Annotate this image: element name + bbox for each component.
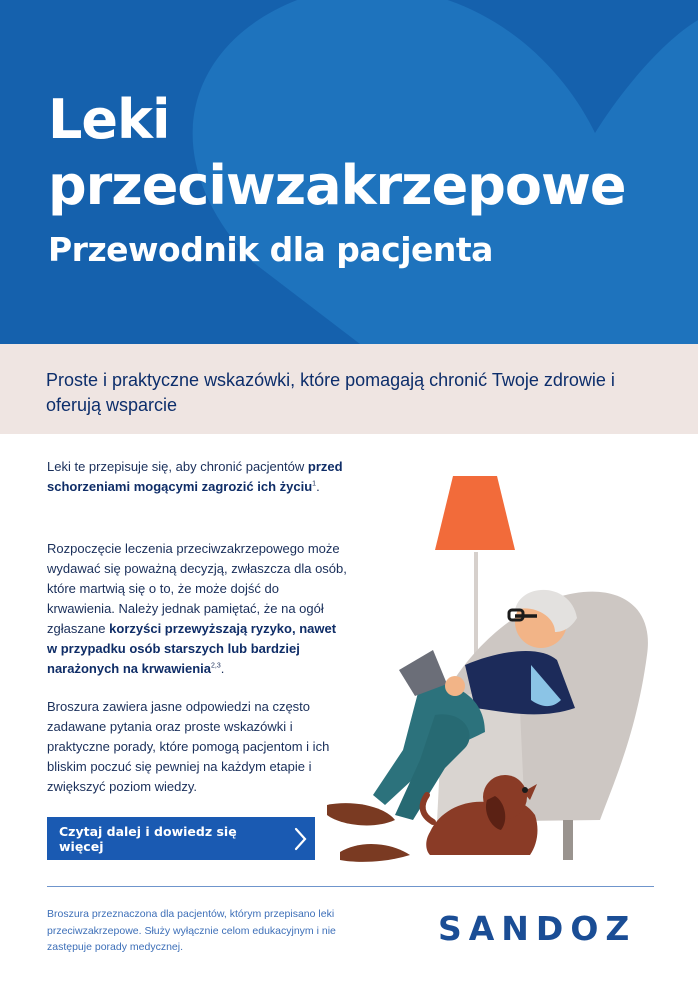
page-subtitle: Przewodnik dla pacjenta [48, 230, 493, 269]
footnote-ref-1: 1 [312, 480, 317, 488]
intro-paragraph [47, 457, 347, 497]
elderly-man-reading-illustration [325, 470, 655, 865]
page-title-line-2: przeciwzakrzepowe [48, 154, 626, 217]
benefit-text: Rozpoczęcie leczenia przeciwzakrzepowego może wydawać się poważną decyzją, zwłaszcza dla osób, które martwią się o to, że może dojść do krwawienia. Należy jednak pamiętać, że na ogół zgłaszane [47, 541, 347, 636]
chevron-right-icon [285, 827, 315, 851]
benefit-bold-text: korzyści przewyższają ryzyko, nawet w przypadku osób starszych lub bardziej narażonych na krwawienia [47, 621, 337, 676]
page-title-line-1: Leki [48, 88, 170, 151]
footer-divider [47, 886, 654, 887]
sandoz-logo: SANDOZ [438, 909, 637, 948]
brochure-paragraph: Broszura zawiera jasne odpowiedzi na często zadawane pytania oraz proste wskazówki i praktyczne porady, które pomogą pacjentom i ich bliskim poczuć się pewniej na każdym etapie i zwiększyć poziom wiedzy. [47, 699, 330, 794]
hero-banner [0, 0, 698, 344]
benefit-end: . [220, 661, 225, 676]
tagline-text: Proste i praktyczne wskazówki, które pomagają chronić Twoje zdrowie i oferują wsparcie [46, 370, 615, 415]
read-more-button[interactable] [47, 817, 315, 860]
benefit-paragraph [47, 539, 347, 679]
footnote-ref-2-3: 2,3 [211, 662, 221, 670]
intro-end: . [316, 479, 320, 494]
intro-bold-text: przed schorzeniami mogącymi zagrozić ich życiu [47, 459, 343, 494]
read-more-label: Czytaj dalej i dowiedz się więcej [59, 823, 237, 854]
footer-disclaimer: Broszura przeznaczona dla pacjentów, którym przepisano leki przeciwzakrzepowe. Służy wyłącznie celom edukacyjnym i nie zastępuje porady medycznej. [47, 908, 336, 953]
intro-text: Leki te przepisuje się, aby chronić pacjentów [47, 459, 308, 474]
